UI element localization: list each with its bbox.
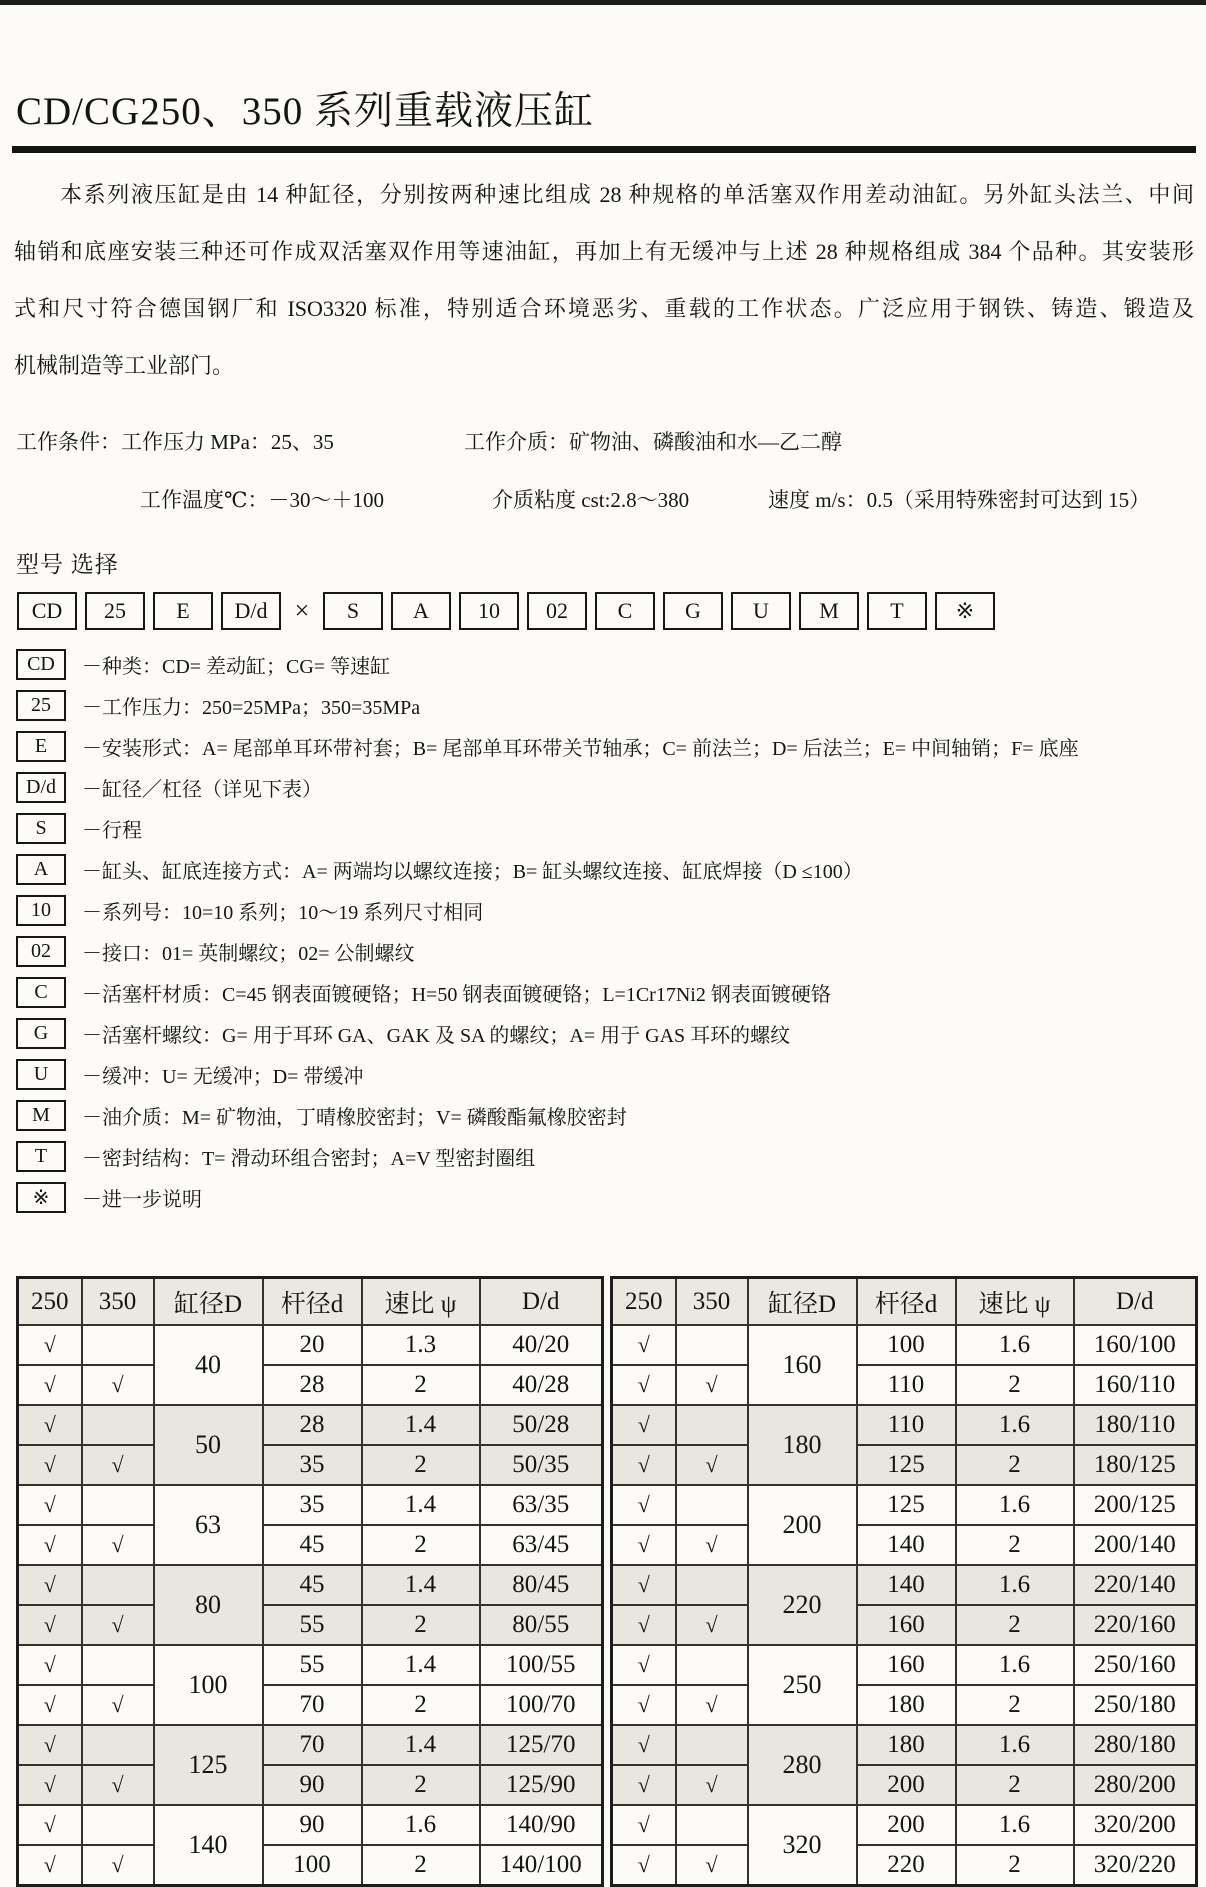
model-code-legend (16, 648, 1079, 1222)
legend-row (16, 853, 1079, 885)
table-row (18, 1605, 603, 1645)
model-code-box: S (323, 592, 383, 630)
model-code-box: M (799, 592, 859, 630)
check-350-cell (82, 1405, 154, 1445)
legend-description: －密封结构：T= 滑动环组合密封；A=V 型密封圈组 (82, 1147, 536, 1170)
check-250-cell: √ (612, 1325, 676, 1365)
legend-description: －活塞杆螺纹：G= 用于耳环 GA、GAK 及 SA 的螺纹；A= 用于 GAS 耳环的螺纹 (82, 1024, 791, 1047)
speed-ratio-cell: 2 (956, 1445, 1074, 1485)
model-code-box: G (663, 592, 723, 630)
check-250-cell: √ (18, 1725, 82, 1765)
rod-diameter-cell: 140 (857, 1525, 956, 1565)
model-code-box: T (867, 592, 927, 630)
check-250-cell: √ (612, 1805, 676, 1845)
table-row (612, 1605, 1197, 1645)
legend-code-box: 10 (16, 895, 66, 926)
dd-cell: 63/35 (480, 1485, 603, 1525)
table-row (18, 1725, 603, 1765)
rod-diameter-cell: 35 (263, 1485, 362, 1525)
model-code-box: D/d (221, 592, 281, 630)
bore-diameter-cell: 160 (748, 1325, 857, 1405)
rod-diameter-cell: 125 (857, 1485, 956, 1525)
bore-diameter-cell: 320 (748, 1805, 857, 1886)
check-350-cell (82, 1725, 154, 1765)
column-header: 350 (82, 1278, 154, 1326)
legend-description: －安装形式：A= 尾部单耳环带衬套；B= 尾部单耳环带关节轴承；C= 前法兰；D= 后法兰；E= 中间轴销；F= 底座 (82, 737, 1079, 760)
legend-code-box: S (16, 813, 66, 844)
column-header: 速比 ψ (362, 1278, 480, 1326)
bore-diameter-cell: 50 (154, 1405, 263, 1485)
check-350-cell (676, 1725, 748, 1765)
size-tables (16, 1276, 1198, 1887)
check-250-cell: √ (18, 1445, 82, 1485)
dd-cell: 320/220 (1074, 1845, 1197, 1886)
speed-ratio-cell: 2 (362, 1765, 480, 1805)
working-temperature: 工作温度℃：－30～＋100 (140, 488, 384, 512)
model-code-box: A (391, 592, 451, 630)
speed-ratio-cell: 2 (362, 1605, 480, 1645)
speed-ratio-cell: 1.6 (956, 1565, 1074, 1605)
rod-diameter-cell: 70 (263, 1725, 362, 1765)
rod-diameter-cell: 180 (857, 1725, 956, 1765)
check-250-cell: √ (612, 1445, 676, 1485)
scan-edge-strip (0, 0, 1206, 5)
check-350-cell: √ (676, 1685, 748, 1725)
dd-cell: 250/180 (1074, 1685, 1197, 1725)
dd-cell: 220/160 (1074, 1605, 1197, 1645)
table-row (18, 1405, 603, 1445)
table-row (612, 1685, 1197, 1725)
check-250-cell: √ (612, 1685, 676, 1725)
table-header-row (18, 1278, 603, 1326)
table-row (18, 1485, 603, 1525)
check-350-cell (82, 1565, 154, 1605)
legend-description: －进一步说明 (82, 1188, 202, 1211)
speed-ratio-cell: 2 (362, 1365, 480, 1405)
table-header-row (612, 1278, 1197, 1326)
rod-diameter-cell: 45 (263, 1525, 362, 1565)
table-row (612, 1365, 1197, 1405)
table-row (18, 1685, 603, 1725)
check-350-cell: √ (676, 1525, 748, 1565)
table-row (18, 1365, 603, 1405)
bore-diameter-cell: 200 (748, 1485, 857, 1565)
rod-diameter-cell: 35 (263, 1445, 362, 1485)
check-350-cell (676, 1645, 748, 1685)
dd-cell: 63/45 (480, 1525, 603, 1565)
dd-cell: 100/55 (480, 1645, 603, 1685)
table-row (612, 1805, 1197, 1845)
model-code-box: 25 (85, 592, 145, 630)
legend-row (16, 1058, 1079, 1090)
legend-code-box: U (16, 1059, 66, 1090)
check-350-cell: √ (676, 1605, 748, 1645)
rod-diameter-cell: 55 (263, 1645, 362, 1685)
speed-ratio-cell: 2 (956, 1605, 1074, 1645)
check-350-cell: √ (676, 1445, 748, 1485)
rod-diameter-cell: 110 (857, 1365, 956, 1405)
table-row (18, 1645, 603, 1685)
check-250-cell: √ (612, 1725, 676, 1765)
table-row (18, 1445, 603, 1485)
model-code-box: C (595, 592, 655, 630)
check-350-cell: √ (82, 1685, 154, 1725)
table-row (18, 1765, 603, 1805)
dd-cell: 160/110 (1074, 1365, 1197, 1405)
dd-cell: 50/35 (480, 1445, 603, 1485)
dd-cell: 320/200 (1074, 1805, 1197, 1845)
legend-description: －工作压力：250=25MPa；350=35MPa (82, 696, 421, 719)
legend-row (16, 976, 1079, 1008)
check-350-cell: √ (676, 1365, 748, 1405)
title-divider (12, 146, 1196, 153)
bore-diameter-cell: 140 (154, 1805, 263, 1886)
check-250-cell: √ (18, 1605, 82, 1645)
column-header: 250 (18, 1278, 82, 1326)
speed-ratio-cell: 2 (362, 1845, 480, 1886)
check-350-cell: √ (82, 1525, 154, 1565)
dd-cell: 180/110 (1074, 1405, 1197, 1445)
speed-ratio-cell: 2 (362, 1445, 480, 1485)
check-250-cell: √ (612, 1485, 676, 1525)
legend-code-box: E (16, 731, 66, 762)
check-350-cell: √ (82, 1365, 154, 1405)
model-code-box: U (731, 592, 791, 630)
speed-spec: 速度 m/s：0.5（采用特殊密封可达到 15） (768, 488, 1151, 512)
check-250-cell: √ (612, 1765, 676, 1805)
legend-code-box: 02 (16, 936, 66, 967)
check-350-cell (676, 1805, 748, 1845)
table-row (18, 1805, 603, 1845)
model-code-box: CD (17, 592, 77, 630)
speed-ratio-cell: 1.4 (362, 1725, 480, 1765)
intro-line: 机械制造等工业部门。 (14, 353, 235, 378)
legend-code-box: C (16, 977, 66, 1008)
speed-ratio-cell: 1.6 (362, 1805, 480, 1845)
check-350-cell (676, 1565, 748, 1605)
table-row (612, 1645, 1197, 1685)
bore-diameter-cell: 220 (748, 1565, 857, 1645)
check-250-cell: √ (612, 1845, 676, 1886)
bore-diameter-cell: 280 (748, 1725, 857, 1805)
check-250-cell: √ (18, 1685, 82, 1725)
dd-cell: 40/28 (480, 1365, 603, 1405)
intro-line: 本系列液压缸是由 14 种缸径，分别按两种速比组成 28 种规格的单活塞双作用差动油缸。另外缸头法兰、中间 (60, 182, 1194, 207)
legend-code-box: T (16, 1141, 66, 1172)
check-250-cell: √ (18, 1525, 82, 1565)
legend-description: －缸头、缸底连接方式：A= 两端均以螺纹连接；B= 缸头螺纹连接、缸底焊接（D ≤100） (82, 860, 863, 883)
table-row (18, 1565, 603, 1605)
legend-description: －缓冲：U= 无缓冲；D= 带缓冲 (82, 1065, 364, 1088)
table-row (612, 1565, 1197, 1605)
column-header: D/d (480, 1278, 603, 1326)
rod-diameter-cell: 90 (263, 1765, 362, 1805)
rod-diameter-cell: 45 (263, 1565, 362, 1605)
size-table-right (610, 1276, 1198, 1887)
check-250-cell: √ (18, 1325, 82, 1365)
legend-code-box: G (16, 1018, 66, 1049)
speed-ratio-cell: 2 (956, 1525, 1074, 1565)
check-350-cell (676, 1325, 748, 1365)
check-250-cell: √ (18, 1485, 82, 1525)
bore-diameter-cell: 100 (154, 1645, 263, 1725)
rod-diameter-cell: 200 (857, 1765, 956, 1805)
speed-ratio-cell: 1.6 (956, 1325, 1074, 1365)
legend-description: －种类：CD= 差动缸；CG= 等速缸 (82, 655, 391, 678)
intro-line: 轴销和底座安装三种还可作成双活塞双作用等速油缸，再加上有无缓冲与上述 28 种规格组成 384 个品种。其安装形 (14, 239, 1194, 264)
rod-diameter-cell: 28 (263, 1405, 362, 1445)
check-350-cell (82, 1805, 154, 1845)
rod-diameter-cell: 160 (857, 1605, 956, 1645)
dd-cell: 100/70 (480, 1685, 603, 1725)
check-350-cell: √ (676, 1765, 748, 1805)
check-350-cell: √ (676, 1845, 748, 1886)
legend-row (16, 1017, 1079, 1049)
legend-description: －接口：01= 英制螺纹；02= 公制螺纹 (82, 942, 415, 965)
working-conditions-line-2 (0, 484, 1206, 514)
dd-cell: 200/125 (1074, 1485, 1197, 1525)
speed-ratio-cell: 2 (956, 1765, 1074, 1805)
dd-cell: 220/140 (1074, 1565, 1197, 1605)
legend-code-box: D/d (16, 772, 66, 803)
legend-row (16, 1099, 1079, 1131)
dd-cell: 125/90 (480, 1765, 603, 1805)
legend-row (16, 894, 1079, 926)
size-table-left (16, 1276, 604, 1887)
legend-code-box: 25 (16, 690, 66, 721)
table-row (612, 1325, 1197, 1365)
speed-ratio-cell: 1.4 (362, 1485, 480, 1525)
speed-ratio-cell: 1.6 (956, 1805, 1074, 1845)
intro-line: 式和尺寸符合德国钢厂和 ISO3320 标准，特别适合环境恶劣、重载的工作状态。广泛应用于钢铁、铸造、锻造及 (14, 296, 1194, 321)
dd-cell: 280/180 (1074, 1725, 1197, 1765)
model-code-row (17, 592, 995, 630)
column-header: 250 (612, 1278, 676, 1326)
legend-row (16, 648, 1079, 680)
speed-ratio-cell: 1.4 (362, 1405, 480, 1445)
speed-ratio-cell: 1.6 (956, 1405, 1074, 1445)
column-header: 杆径d (263, 1278, 362, 1326)
legend-code-box: ※ (16, 1182, 66, 1213)
check-250-cell: √ (18, 1565, 82, 1605)
legend-row (16, 812, 1079, 844)
check-350-cell: √ (82, 1845, 154, 1886)
legend-description: －缸径／杠径（详见下表） (82, 778, 322, 801)
speed-ratio-cell: 1.6 (956, 1645, 1074, 1685)
check-250-cell: √ (18, 1805, 82, 1845)
rod-diameter-cell: 20 (263, 1325, 362, 1365)
legend-row (16, 935, 1079, 967)
model-selection-heading: 型号 选择 (16, 552, 119, 577)
check-250-cell: √ (18, 1405, 82, 1445)
intro-paragraph (14, 166, 1194, 394)
check-350-cell (82, 1325, 154, 1365)
rod-diameter-cell: 90 (263, 1805, 362, 1845)
legend-code-box: CD (16, 649, 66, 680)
table-row (612, 1485, 1197, 1525)
table-row (18, 1845, 603, 1886)
legend-row (16, 1181, 1079, 1213)
column-header: 速比 ψ (956, 1278, 1074, 1326)
check-250-cell: √ (612, 1645, 676, 1685)
rod-diameter-cell: 160 (857, 1645, 956, 1685)
model-code-box: 02 (527, 592, 587, 630)
rod-diameter-cell: 125 (857, 1445, 956, 1485)
dd-cell: 80/55 (480, 1605, 603, 1645)
table-row (612, 1445, 1197, 1485)
speed-ratio-cell: 1.3 (362, 1325, 480, 1365)
page-title: CD/CG250、350 系列重载液压缸 (16, 90, 594, 134)
check-350-cell: √ (82, 1765, 154, 1805)
check-350-cell (82, 1485, 154, 1525)
model-code-box: 10 (459, 592, 519, 630)
check-250-cell: √ (612, 1365, 676, 1405)
check-350-cell: √ (82, 1445, 154, 1485)
rod-diameter-cell: 220 (857, 1845, 956, 1886)
speed-ratio-cell: 1.4 (362, 1645, 480, 1685)
dd-cell: 125/70 (480, 1725, 603, 1765)
bore-diameter-cell: 80 (154, 1565, 263, 1645)
column-header: 350 (676, 1278, 748, 1326)
check-250-cell: √ (612, 1525, 676, 1565)
speed-ratio-cell: 2 (956, 1685, 1074, 1725)
speed-ratio-cell: 2 (362, 1685, 480, 1725)
check-350-cell (676, 1485, 748, 1525)
dd-cell: 40/20 (480, 1325, 603, 1365)
medium-viscosity: 介质粘度 cst:2.8～380 (492, 488, 690, 512)
speed-ratio-cell: 2 (362, 1525, 480, 1565)
rod-diameter-cell: 100 (857, 1325, 956, 1365)
dd-cell: 140/100 (480, 1845, 603, 1886)
bore-diameter-cell: 125 (154, 1725, 263, 1805)
dd-cell: 80/45 (480, 1565, 603, 1605)
rod-diameter-cell: 28 (263, 1365, 362, 1405)
dd-cell: 160/100 (1074, 1325, 1197, 1365)
dd-cell: 250/160 (1074, 1645, 1197, 1685)
legend-description: －活塞杆材质：C=45 钢表面镀硬铬；H=50 钢表面镀硬铬；L=1Cr17Ni2 钢表面镀硬铬 (82, 983, 831, 1006)
bore-diameter-cell: 63 (154, 1485, 263, 1565)
rod-diameter-cell: 70 (263, 1685, 362, 1725)
legend-code-box: M (16, 1100, 66, 1131)
table-row (18, 1325, 603, 1365)
legend-row (16, 771, 1079, 803)
rod-diameter-cell: 55 (263, 1605, 362, 1645)
model-code-box: ※ (935, 592, 995, 630)
speed-ratio-cell: 1.6 (956, 1725, 1074, 1765)
check-250-cell: √ (18, 1765, 82, 1805)
check-350-cell (676, 1405, 748, 1445)
column-header: 缸径D (748, 1278, 857, 1326)
working-medium: 工作介质：矿物油、磷酸油和水—乙二醇 (464, 430, 842, 454)
check-350-cell (82, 1645, 154, 1685)
table-row (612, 1405, 1197, 1445)
legend-row (16, 1140, 1079, 1172)
legend-description: －油介质：M= 矿物油，丁晴橡胶密封；V= 磷酸酯氟橡胶密封 (82, 1106, 627, 1129)
speed-ratio-cell: 2 (956, 1365, 1074, 1405)
bore-diameter-cell: 250 (748, 1645, 857, 1725)
model-code-box: E (153, 592, 213, 630)
check-250-cell: √ (18, 1365, 82, 1405)
legend-row (16, 730, 1079, 762)
check-250-cell: √ (18, 1645, 82, 1685)
rod-diameter-cell: 180 (857, 1685, 956, 1725)
column-header: D/d (1074, 1278, 1197, 1326)
check-250-cell: √ (18, 1845, 82, 1886)
table-row (612, 1845, 1197, 1886)
working-conditions-line-1 (0, 426, 1206, 456)
table-row (612, 1725, 1197, 1765)
legend-row (16, 689, 1079, 721)
speed-ratio-cell: 1.6 (956, 1485, 1074, 1525)
speed-ratio-cell: 1.4 (362, 1565, 480, 1605)
table-row (612, 1525, 1197, 1565)
speed-ratio-cell: 2 (956, 1845, 1074, 1886)
rod-diameter-cell: 140 (857, 1565, 956, 1605)
check-250-cell: √ (612, 1405, 676, 1445)
dd-cell: 280/200 (1074, 1765, 1197, 1805)
bore-diameter-cell: 180 (748, 1405, 857, 1485)
table-row (18, 1525, 603, 1565)
dd-cell: 180/125 (1074, 1445, 1197, 1485)
check-250-cell: √ (612, 1605, 676, 1645)
column-header: 杆径d (857, 1278, 956, 1326)
column-header: 缸径D (154, 1278, 263, 1326)
working-pressure: 工作条件：工作压力 MPa：25、35 (16, 430, 334, 454)
rod-diameter-cell: 200 (857, 1805, 956, 1845)
dd-cell: 140/90 (480, 1805, 603, 1845)
legend-description: －行程 (82, 819, 142, 842)
dd-cell: 50/28 (480, 1405, 603, 1445)
check-350-cell: √ (82, 1605, 154, 1645)
rod-diameter-cell: 100 (263, 1845, 362, 1886)
multiply-icon: × (294, 596, 310, 625)
rod-diameter-cell: 110 (857, 1405, 956, 1445)
bore-diameter-cell: 40 (154, 1325, 263, 1405)
legend-description: －系列号：10=10 系列；10～19 系列尺寸相同 (82, 901, 484, 924)
table-row (612, 1765, 1197, 1805)
legend-code-box: A (16, 854, 66, 885)
check-250-cell: √ (612, 1565, 676, 1605)
dd-cell: 200/140 (1074, 1525, 1197, 1565)
